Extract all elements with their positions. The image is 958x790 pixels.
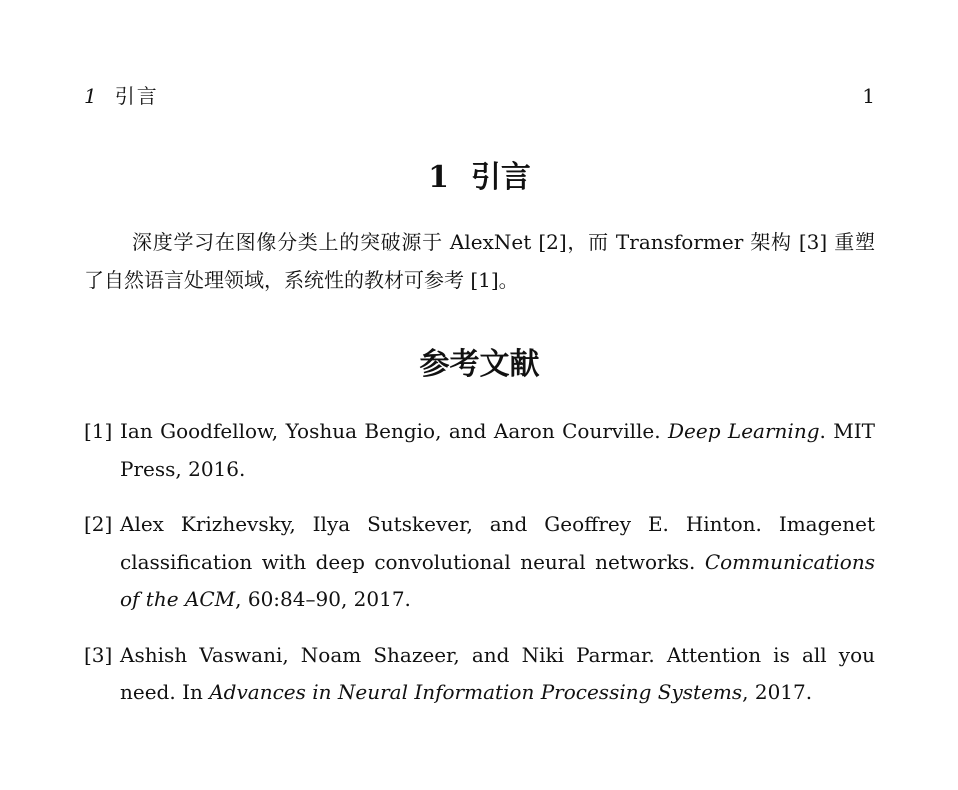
references-heading: 参考文献	[419, 347, 540, 382]
running-header-section-number: 1	[84, 84, 97, 108]
reference-item	[84, 637, 875, 712]
section-heading-number: 1	[428, 160, 449, 195]
running-header	[84, 84, 875, 108]
reference-publication-info: . MIT Press, 2016.	[120, 419, 875, 481]
reference-authors-title: Ashish Vaswani, Noam Shazeer, and Niki Parmar. Attention is all you need. In	[120, 642, 875, 704]
reference-venue: Advances in Neural Information Processing Systems	[209, 680, 743, 704]
reference-label: [3]	[84, 642, 113, 667]
reference-label: [2]	[84, 512, 113, 536]
intro-paragraph: 深度学习在图像分类上的突破源于 AlexNet [2]，而 Transformer 架构 [3] 重塑了自然语言处理领域，系统性的教材可参考 [1]。	[84, 230, 875, 292]
reference-authors-title: Ian Goodfellow, Yoshua Bengio, and Aaron Courville.	[120, 419, 669, 443]
reference-publication-info: , 60:84–90, 2017.	[235, 587, 411, 611]
reference-venue: Communications of the ACM	[120, 549, 875, 611]
reference-item	[84, 506, 875, 619]
page-number: 1	[862, 84, 875, 108]
reference-item	[84, 413, 875, 488]
section-heading	[84, 158, 875, 198]
reference-list	[84, 413, 875, 730]
section-heading-title: 引言	[470, 160, 531, 195]
reference-label: [1]	[84, 419, 113, 443]
running-header-section-title: 引言	[114, 84, 159, 108]
reference-authors-title: Alex Krizhevsky, Ilya Sutskever, and Geoffrey E. Hinton. Imagenet classification with deep convolutional neural networks.	[120, 512, 875, 574]
document-page	[84, 0, 875, 790]
running-header-left	[84, 84, 159, 108]
reference-venue: Deep Learning	[668, 419, 820, 443]
reference-publication-info: , 2017.	[742, 680, 813, 704]
